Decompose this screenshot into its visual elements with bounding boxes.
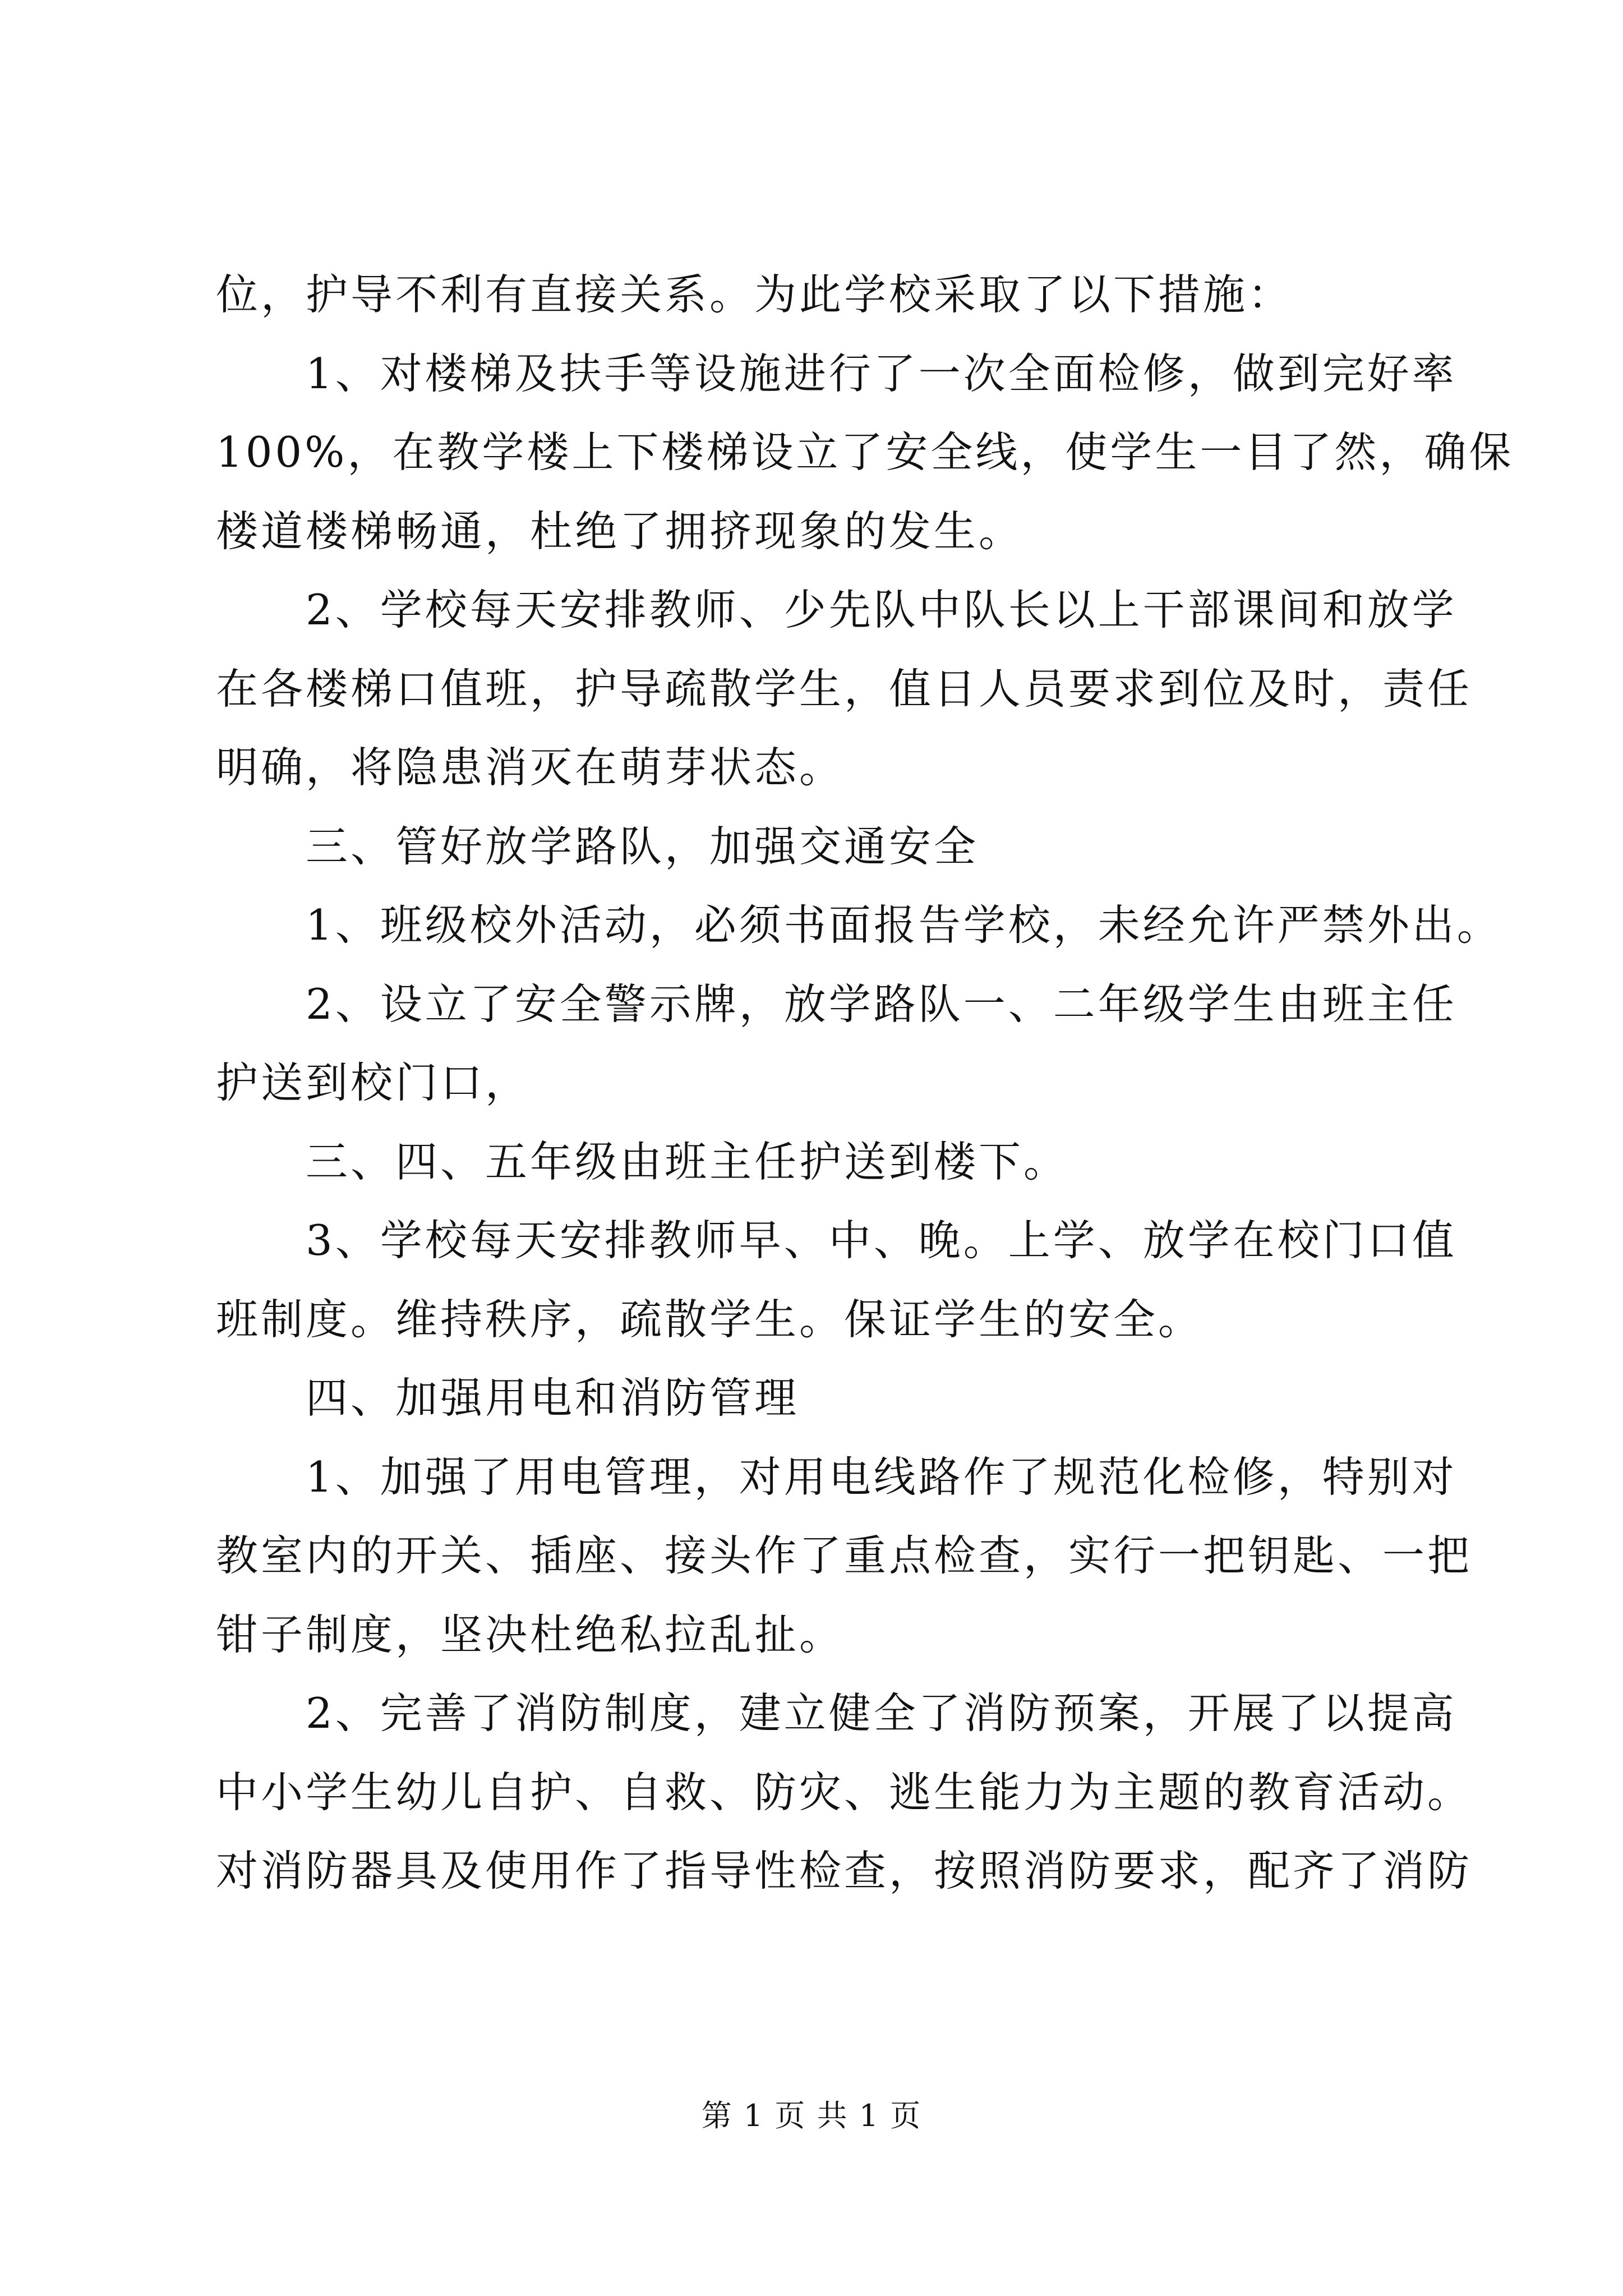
- section-heading: 三、管好放学路队，加强交通安全: [306, 821, 979, 871]
- text-line: 100%，在教学楼上下楼梯设立了安全线，使学生一目了然，确保: [216, 427, 1514, 477]
- text-line: 1、对楼梯及扶手等设施进行了一次全面检修，做到完好率: [306, 348, 1457, 398]
- text-line: 护送到校门口，: [216, 1058, 531, 1107]
- text-line: 明确，将隐患消灭在萌芽状态。: [216, 743, 845, 792]
- text-line: 1、加强了用电管理，对用电线路作了规范化检修，特别对: [306, 1452, 1457, 1502]
- document-body: [216, 255, 1514, 1911]
- text-line: 1、班级校外活动，必须书面报告学校，未经允许严禁外出。: [306, 900, 1502, 950]
- text-line: 位，护导不利有直接关系。为此学校采取了以下措施：: [216, 270, 1293, 319]
- text-line: 2、完善了消防制度，建立健全了消防预案，开展了以提高: [306, 1688, 1457, 1738]
- text-line: 班制度。维持秩序，疏散学生。保证学生的安全。: [216, 1294, 1204, 1344]
- text-line: 中小学生幼儿自护、自救、防灾、逃生能力为主题的教育活动。: [216, 1767, 1473, 1817]
- text-line: 教室内的开关、插座、接头作了重点检查，实行一把钥匙、一把: [216, 1531, 1473, 1580]
- text-line: 2、学校每天安排教师、少先队中队长以上干部课间和放学: [306, 585, 1457, 634]
- text-line: 楼道楼梯畅通，杜绝了拥挤现象的发生。: [216, 506, 1024, 556]
- text-line: 在各楼梯口值班，护导疏散学生，值日人员要求到位及时，责任: [216, 664, 1473, 714]
- text-line: 2、设立了安全警示牌，放学路队一、二年级学生由班主任: [306, 979, 1457, 1029]
- text-line: 对消防器具及使用作了指导性检查，按照消防要求，配齐了消防: [216, 1846, 1473, 1895]
- text-line: 三、四、五年级由班主任护送到楼下。: [306, 1137, 1069, 1186]
- text-line: 3、学校每天安排教师早、中、晚。上学、放学在校门口值: [306, 1216, 1457, 1265]
- text-line: 钳子制度，坚决杜绝私拉乱扯。: [216, 1609, 845, 1659]
- section-heading: 四、加强用电和消防管理: [306, 1373, 800, 1423]
- page-number-footer: 第 1 页 共 1 页: [701, 2098, 922, 2133]
